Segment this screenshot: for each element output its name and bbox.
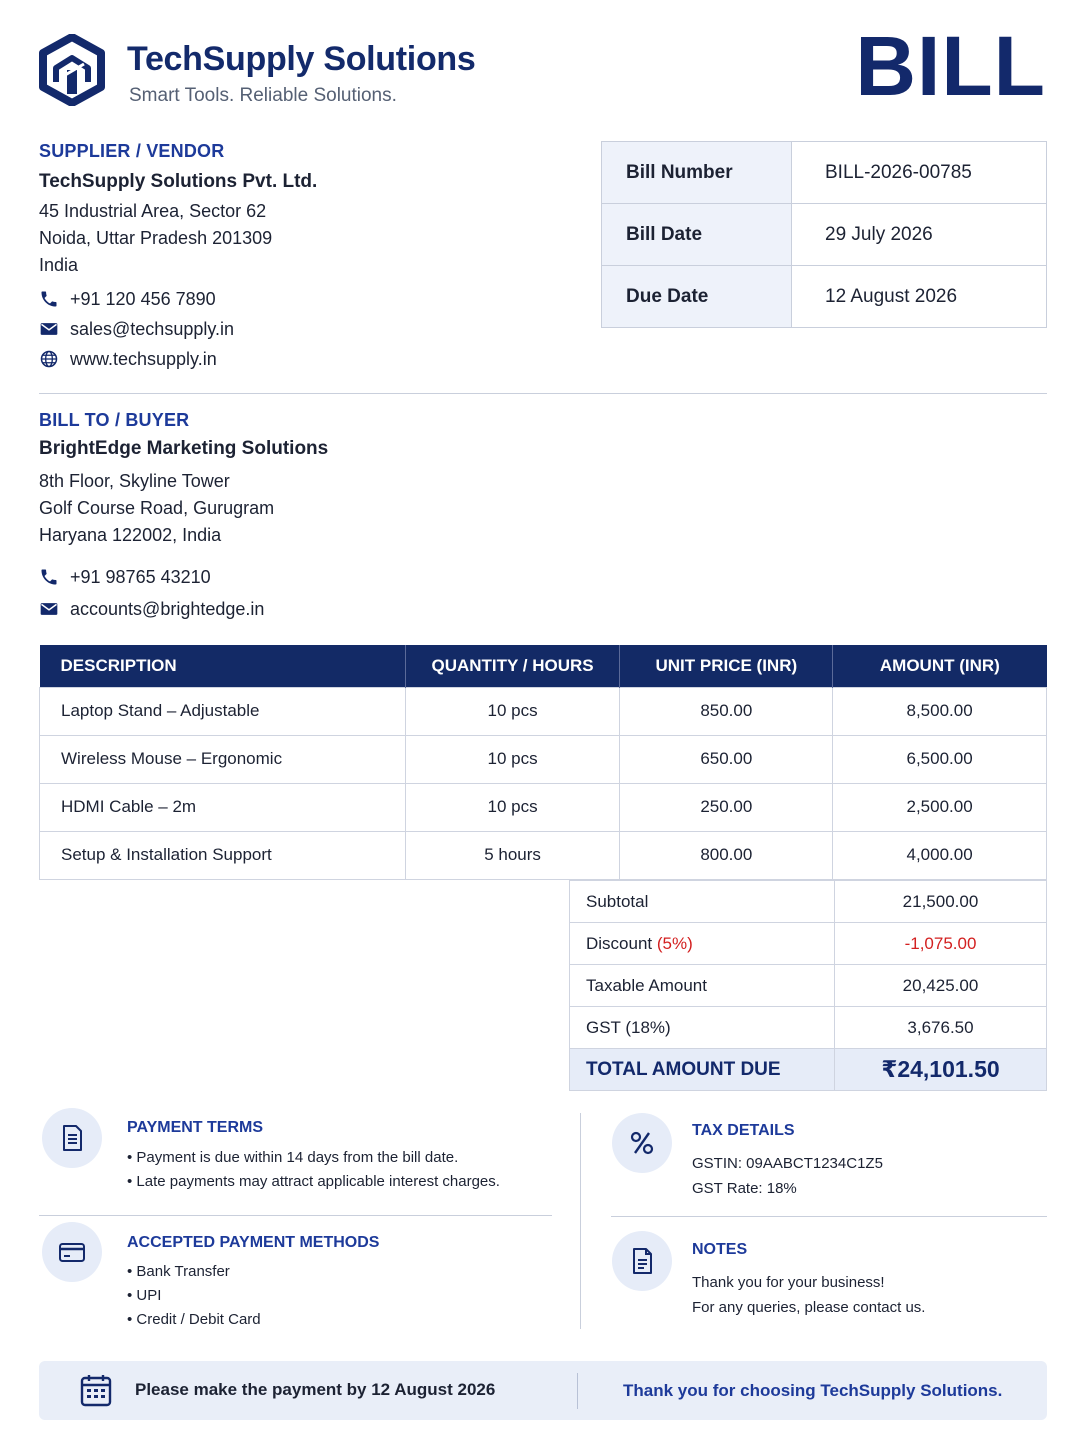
taxable-label: Taxable Amount	[570, 965, 835, 1007]
buyer-name: BrightEdge Marketing Solutions	[39, 438, 329, 459]
totals-table	[569, 880, 1047, 1091]
document-title: BILL	[855, 19, 1046, 113]
bill-meta-table	[601, 141, 1047, 328]
gst-label: GST (18%)	[570, 1007, 835, 1049]
phone-text: +91 120 456 7890	[70, 288, 216, 309]
email-icon	[39, 599, 59, 619]
document-icon	[57, 1123, 87, 1153]
phone-text: +91 98765 43210	[70, 566, 211, 587]
supplier-email	[39, 314, 234, 344]
footer-divider	[577, 1373, 578, 1409]
tax-details-icon-circle	[612, 1113, 672, 1173]
meta-label: Bill Number	[602, 142, 792, 204]
column-header: AMOUNT (INR)	[833, 645, 1047, 687]
company-tagline: Smart Tools. Reliable Solutions.	[129, 85, 397, 106]
bill-number-row	[602, 142, 1047, 204]
tax-details-title: TAX DETAILS	[692, 1122, 795, 1139]
supplier-name: TechSupply Solutions Pvt. Ltd.	[39, 171, 318, 192]
calendar-icon	[80, 1373, 112, 1407]
notes-body	[692, 1270, 925, 1320]
globe-icon	[39, 349, 59, 369]
payment-method-text: UPI	[136, 1287, 162, 1304]
bill-date-value: 29 July 2026	[792, 204, 1047, 266]
divider	[611, 1216, 1047, 1217]
payment-methods-icon-circle	[42, 1222, 102, 1282]
gst-row	[570, 1007, 1047, 1049]
column-header: QUANTITY / HOURS	[405, 645, 620, 687]
table-row	[40, 735, 1047, 783]
taxable-row	[570, 965, 1047, 1007]
bill-date-row	[602, 204, 1047, 266]
item-description: Wireless Mouse – Ergonomic	[40, 735, 406, 783]
table-row	[40, 831, 1047, 879]
list-item: • UPI	[127, 1287, 162, 1304]
discount-label: Discount	[586, 933, 653, 953]
subtotal-value: 21,500.00	[835, 881, 1047, 923]
taxable-value: 20,425.00	[835, 965, 1047, 1007]
item-amount: 4,000.00	[833, 831, 1047, 879]
item-quantity: 10 pcs	[405, 735, 620, 783]
payment-methods-title: ACCEPTED PAYMENT METHODS	[127, 1234, 380, 1251]
item-unit-price: 650.00	[620, 735, 833, 783]
address-line: 45 Industrial Area, Sector 62	[39, 201, 267, 221]
address-line: Noida, Uttar Pradesh 201309	[39, 228, 273, 248]
total-label: TOTAL AMOUNT DUE	[570, 1049, 835, 1091]
tax-details-body	[692, 1151, 883, 1201]
address-line: Golf Course Road, Gurugram	[39, 498, 275, 518]
divider	[39, 393, 1047, 394]
email-text[interactable]: accounts@brightedge.in	[70, 598, 265, 619]
list-item: • Bank Transfer	[127, 1263, 230, 1280]
total-value: ₹24,101.50	[835, 1049, 1047, 1091]
phone-icon	[39, 289, 59, 309]
table-row	[40, 783, 1047, 831]
subtotal-row	[570, 881, 1047, 923]
address-line: Haryana 122002, India	[39, 525, 222, 545]
email-text[interactable]: sales@techsupply.in	[70, 318, 235, 339]
items-table	[39, 645, 1047, 880]
list-item: • Late payments may attract applicable interest charges.	[127, 1173, 500, 1190]
payment-term-text: Late payments may attract applicable interest charges.	[136, 1173, 500, 1190]
divider	[39, 1215, 552, 1216]
meta-label: Due Date	[602, 266, 792, 328]
list-item: • Credit / Debit Card	[127, 1311, 261, 1328]
company-name: TechSupply Solutions	[127, 40, 476, 78]
table-row	[40, 687, 1047, 735]
item-amount: 6,500.00	[833, 735, 1047, 783]
payment-methods-list	[127, 1260, 261, 1332]
supplier-website	[39, 344, 234, 374]
vertical-divider	[580, 1113, 581, 1329]
item-quantity: 5 hours	[405, 831, 620, 879]
percent-icon	[627, 1128, 657, 1158]
buyer-label: BILL TO / BUYER	[39, 410, 190, 430]
due-date-row	[602, 266, 1047, 328]
payment-terms-list	[127, 1146, 500, 1194]
due-date-value: 12 August 2026	[792, 266, 1047, 328]
item-unit-price: 850.00	[620, 687, 833, 735]
notes-title: NOTES	[692, 1241, 748, 1258]
gst-rate: GST Rate: 18%	[692, 1180, 797, 1197]
supplier-contacts	[39, 284, 234, 374]
address-line: 8th Floor, Skyline Tower	[39, 471, 230, 491]
footer-thanks: Thank you for choosing TechSupply Solutions.	[623, 1381, 1003, 1400]
column-header: DESCRIPTION	[40, 645, 406, 687]
meta-label: Bill Date	[602, 204, 792, 266]
card-icon	[57, 1237, 87, 1267]
phone-icon	[39, 567, 59, 587]
item-description: Setup & Installation Support	[40, 831, 406, 879]
bill-number-value: BILL-2026-00785	[792, 142, 1047, 204]
website-text[interactable]: www.techsupply.in	[70, 348, 217, 369]
notes-icon-circle	[612, 1231, 672, 1291]
payment-term-text: Payment is due within 14 days from the bill date.	[136, 1149, 459, 1166]
discount-row	[570, 923, 1047, 965]
buyer-contacts	[39, 561, 264, 625]
notes-line: For any queries, please contact us.	[692, 1299, 926, 1316]
notes-line: Thank you for your business!	[692, 1274, 885, 1291]
item-quantity: 10 pcs	[405, 687, 620, 735]
item-amount: 8,500.00	[833, 687, 1047, 735]
item-description: HDMI Cable – 2m	[40, 783, 406, 831]
discount-label-cell	[570, 923, 835, 965]
payment-method-text: Bank Transfer	[136, 1263, 230, 1280]
column-header: UNIT PRICE (INR)	[620, 645, 833, 687]
item-amount: 2,500.00	[833, 783, 1047, 831]
gstin: GSTIN: 09AABCT1234C1Z5	[692, 1155, 883, 1172]
table-header-row	[40, 645, 1047, 687]
payment-terms-title: PAYMENT TERMS	[127, 1119, 264, 1136]
item-description: Laptop Stand – Adjustable	[40, 687, 406, 735]
footer-due-notice	[80, 1373, 495, 1407]
buyer-address	[39, 468, 274, 549]
subtotal-label: Subtotal	[570, 881, 835, 923]
buyer-phone	[39, 561, 264, 593]
payment-terms-icon-circle	[42, 1108, 102, 1168]
supplier-address	[39, 198, 272, 279]
discount-rate: (5%)	[656, 933, 693, 953]
footer-due-text: Please make the payment by 12 August 2026	[135, 1380, 496, 1399]
supplier-phone	[39, 284, 234, 314]
address-line: India	[39, 255, 79, 275]
item-unit-price: 250.00	[620, 783, 833, 831]
payment-method-text: Credit / Debit Card	[136, 1311, 261, 1328]
notes-icon	[627, 1246, 657, 1276]
total-row	[570, 1049, 1047, 1091]
email-icon	[39, 319, 59, 339]
supplier-label: SUPPLIER / VENDOR	[39, 141, 225, 161]
item-unit-price: 800.00	[620, 831, 833, 879]
item-quantity: 10 pcs	[405, 783, 620, 831]
list-item: • Payment is due within 14 days from the bill date.	[127, 1149, 459, 1166]
company-logo	[38, 34, 106, 106]
discount-value: -1,075.00	[835, 923, 1047, 965]
buyer-email	[39, 593, 264, 625]
gst-value: 3,676.50	[835, 1007, 1047, 1049]
